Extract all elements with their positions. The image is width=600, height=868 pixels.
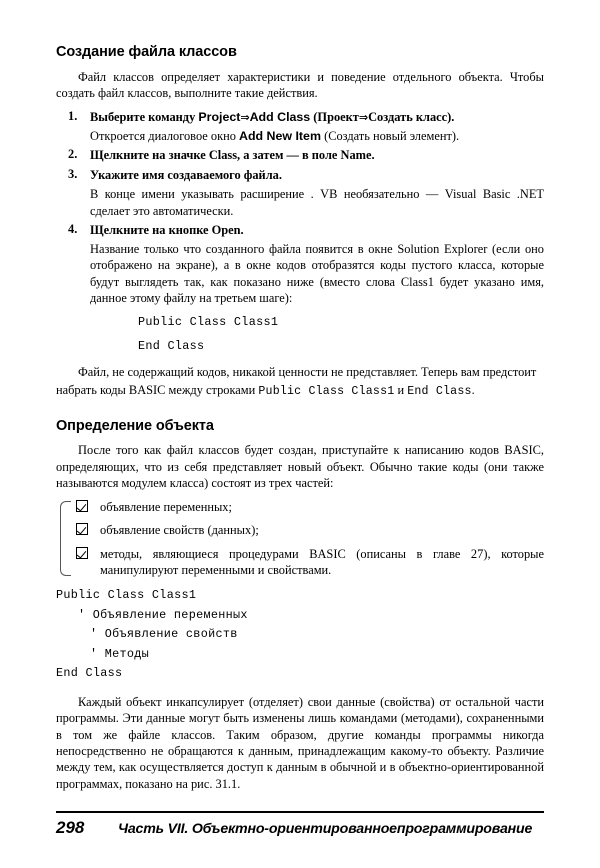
code-line: Public Class Class1 [56, 588, 197, 603]
step-number: 2. [68, 147, 78, 162]
step-body-post: (Создать новый элемент). [320, 128, 460, 143]
checklist-item-label: объявление свойств (данных); [100, 523, 259, 538]
step-heading-ru2: Создать класс). [368, 109, 455, 124]
list-item [56, 109, 544, 144]
intro-paragraph-2: После того как файл классов будет создан, приступайте к написанию кодов BASIC, определяющих, что из себя представляет новый объект. Обычно такие коды (они также называются модулем класса) состоят из трех частей: [56, 443, 544, 491]
list-item [56, 167, 544, 219]
inline-code-public-class: Public Class Class1 [258, 385, 395, 399]
step-number: 1. [68, 108, 78, 123]
code-block-class-module [56, 586, 544, 684]
step-body [90, 128, 544, 144]
arrow-icon-2: ⇒ [358, 110, 369, 124]
intro-paragraph-1: Файл классов определяет характеристики и поведение отдельного объекта. Чтобы создать файл классов, выполните такие действия. [56, 70, 544, 101]
list-item [56, 147, 544, 164]
arrow-icon: ⇒ [240, 110, 250, 124]
menu-command-project: Project [198, 109, 241, 124]
paragraph-after-code-text: Файл, не содержащий кодов, никакой ценности не представляет. Теперь вам предстоит [78, 364, 537, 379]
numbered-steps-list [56, 109, 544, 307]
checklist [56, 499, 544, 579]
step-heading: Укажите имя создаваемого файла. [90, 168, 282, 183]
paragraph-after-code-2 [56, 382, 544, 400]
list-item [56, 522, 544, 538]
code-line: ' Объявление переменных [78, 607, 248, 622]
checklist-item-label: методы, являющиеся процедурами BASIC (описаны в главе 27), которые манипулируют переменными и свойствами. [100, 546, 544, 577]
footer-row [56, 818, 544, 838]
step-heading-ru: (Проект [310, 109, 359, 124]
code-blank-line [56, 330, 544, 339]
final-paragraph: Каждый объект инкапсулирует (отделяет) свои данные (свойства) от остальной части программы. Эти данные могут быть изменены лишь командами (методами), сохраненными в том же файле классов. Таким образом, другие команды программы никогда непосредственно не обращаются к данным, принадлежащим какому-то объекту. Различие между тем, как осуществляется доступ к данным в обычной и в объектно-ориентированной программах, показано на рис. 31.1. [56, 694, 544, 791]
step-number: 4. [68, 222, 78, 237]
page-footer [56, 811, 544, 838]
step-body: Название только что созданного файла появится в окне Solution Explorer (если оно отображено на экране), а в окне кодов отобразятся коды пустого класса, которые будут выглядеть так, как показано ниже (вместо слова Class1 будет указано имя, данное этому файлу на третьем шаге): [90, 242, 544, 306]
step-heading-text: Выберите команду [90, 109, 199, 124]
footer-divider [56, 811, 544, 813]
code-line: Public Class Class1 [138, 314, 279, 329]
section-heading-create-class-file: Создание файла классов [56, 44, 237, 60]
page-number: 298 [56, 818, 85, 837]
code-block-empty-class [56, 315, 544, 354]
para-end: . [471, 383, 475, 398]
checkmark-icon [76, 547, 88, 559]
running-title: Часть VII. Объектно-ориентированноепрограммирование [118, 821, 533, 837]
checklist-item-label: объявление переменных; [100, 499, 232, 514]
code-line: End Class [138, 338, 205, 353]
dialog-name-add-new-item: Add New Item [239, 128, 321, 143]
code-line: ' Объявление свойств [90, 627, 238, 642]
code-line: ' Методы [90, 646, 150, 661]
checkmark-icon [76, 500, 88, 512]
menu-command-add-class: Add Class [249, 109, 311, 124]
inline-code-end-class: End Class [407, 385, 472, 399]
step-heading: Щелкните на значке Class, а затем — в поле Name. [90, 148, 375, 163]
code-line: End Class [56, 666, 123, 681]
paragraph-after-code [56, 364, 544, 380]
step-heading: Щелкните на кнопке Open. [90, 223, 244, 238]
step-number: 3. [68, 167, 78, 182]
checkmark-icon [76, 523, 88, 535]
section-heading-define-object: Определение объекта [56, 418, 214, 435]
step-body-pre: Откроется диалоговое окно [90, 128, 240, 143]
para-mid: и [394, 383, 408, 398]
list-item [56, 499, 544, 515]
list-item [56, 222, 544, 307]
para-pre: набрать коды BASIC между строками [56, 383, 259, 398]
step-body: В конце имени указывать расширение . VB необязательно — Visual Basic .NET сделает это автоматически. [90, 187, 544, 218]
step-heading [90, 109, 544, 126]
list-item [56, 546, 544, 579]
